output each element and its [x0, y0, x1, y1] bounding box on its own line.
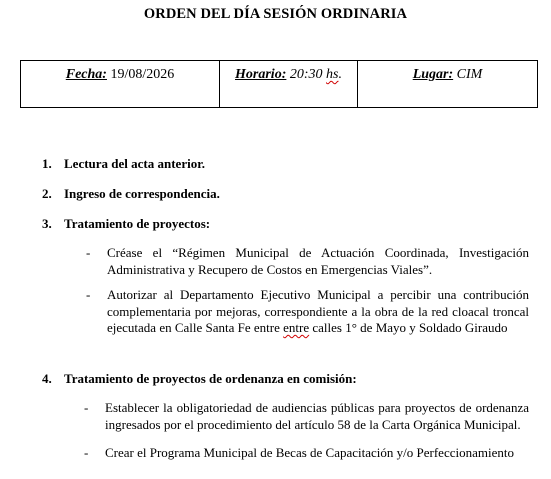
horario-value-prefix: 20:30	[286, 67, 327, 82]
bullet-line: ingresados por el procedimiento del artículo 58 de la Carta Orgánica Municipal.	[105, 416, 521, 432]
bullet-line-part: calles 1° de Mayo y Soldado Giraudo	[309, 320, 508, 335]
agenda-item-number: 1.	[42, 156, 52, 171]
horario-cell	[220, 61, 358, 107]
bullet-line: Establecer la obligatoriedad de audiencias públicas para proyectos de ordenanza	[105, 400, 529, 415]
bullet-line: Crear el Programa Municipal de Becas de Capacitación y/o Perfeccionamiento	[105, 445, 514, 460]
lugar-cell	[358, 61, 537, 107]
fecha-cell	[21, 61, 220, 107]
bullet-text	[107, 287, 529, 337]
bullet-line: Autorizar al Departamento Ejecutivo Municipal a percibir una contribución	[107, 287, 529, 302]
horario-label: Horario:	[235, 67, 287, 82]
agenda-item-number: 4.	[42, 371, 52, 386]
horario-value-unit: hs	[326, 67, 339, 82]
session-header-table	[20, 60, 538, 108]
bullet-line: Administrativa y Recupero de Costos en Emergencias Viales”.	[107, 261, 433, 277]
bullet-text	[105, 445, 529, 462]
fecha-value: 19/08/2026	[106, 67, 175, 82]
lugar-label: Lugar:	[412, 67, 454, 82]
bullet-line-part: ejecutada en Calle Santa Fe entre	[107, 320, 284, 335]
fecha-label: Fecha:	[65, 67, 107, 82]
bullet-line: Créase el “Régimen Municipal de Actuación Coordinada, Investigación	[107, 245, 529, 260]
bullet-line-repeated-word: entre	[283, 320, 310, 335]
bullet-line: complementaria por mejoras, correspondiente a la obra de la red cloacal troncal	[107, 303, 529, 319]
horario-value-suffix: .	[338, 67, 342, 82]
agenda-item-number: 3.	[42, 216, 52, 231]
document-title: ORDEN DEL DÍA SESIÓN ORDINARIA	[143, 6, 408, 22]
bullet-dash: -	[86, 245, 91, 260]
bullet-line	[107, 320, 529, 337]
agenda-item-text: Lectura del acta anterior.	[64, 156, 206, 171]
agenda-item-number: 2.	[42, 186, 52, 201]
bullet-dash: -	[86, 287, 91, 302]
bullet-text	[107, 245, 529, 278]
agenda-item-text: Tratamiento de proyectos de ordenanza en comisión:	[64, 371, 357, 386]
agenda-item-text: Ingreso de correspondencia.	[64, 186, 220, 201]
agenda-item-text: Tratamiento de proyectos:	[64, 216, 211, 231]
bullet-dash: -	[84, 400, 89, 415]
lugar-value: CIM	[453, 67, 483, 82]
bullet-text	[105, 400, 529, 433]
bullet-dash: -	[84, 445, 89, 460]
